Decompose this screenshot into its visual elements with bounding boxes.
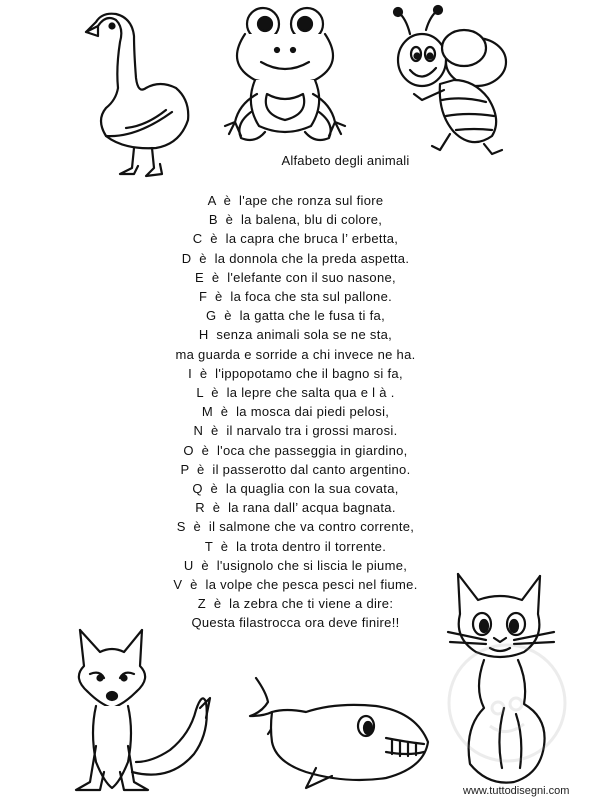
poem-line: T è la trota dentro il torrente. — [204, 538, 387, 554]
poem-line: U è l'usignolo che si liscia le piume, — [183, 557, 408, 573]
poem-line: Questa filastrocca ora deve finire!! — [191, 615, 400, 631]
poem-line: M è la mosca dai piedi pelosi, — [201, 404, 390, 420]
poem-line: D è la donnola che la preda aspetta. — [181, 250, 410, 266]
website-credit: www.tuttodisegni.com — [463, 785, 570, 797]
poem-line: I è l'ippopotamo che il bagno si fa, — [188, 365, 403, 381]
poem-line: Z è la zebra che ti viene a dire: — [197, 596, 394, 612]
watermark — [432, 628, 582, 778]
frog-illustration — [215, 4, 355, 154]
poem-line: G è la gatta che le fusa ti fa, — [206, 308, 385, 324]
poem-line: Q è la quaglia con la sua covata, — [192, 481, 399, 497]
poem-line: H senza animali sola se ne sta, — [198, 327, 393, 343]
poem-line: P è il passerotto dal canto argentino. — [180, 461, 411, 477]
poem-line: A è l'ape che ronza sul fiore — [207, 193, 384, 208]
poem-line: V è la volpe che pesca pesci nel fiume. — [173, 577, 418, 593]
poem-line: N è il narvalo tra i grossi marosi. — [193, 423, 398, 439]
poem-line: C è la capra che bruca l’ erbetta, — [192, 231, 399, 247]
poem-line: R è la rana dall’ acqua bagnata. — [195, 500, 396, 516]
poem-line: F è la foca che sta sul pallone. — [198, 289, 393, 305]
poem-line: B è la balena, blu di colore, — [208, 212, 383, 228]
poem-line: ma guarda e sorride a chi invece ne ha. — [175, 346, 416, 362]
poem-line: E è l'elefante con il suo nasone, — [195, 269, 396, 285]
poem-line: L è la lepre che salta qua e l à . — [196, 385, 395, 401]
bee-illustration — [388, 4, 518, 159]
whale-illustration — [246, 672, 436, 792]
poem-line: O è l'oca che passeggia in giardino, — [183, 442, 408, 458]
fox-illustration — [60, 622, 220, 802]
poem-title: Alfabeto degli animali — [281, 153, 410, 168]
poem-line: S è il salmone che va contro corrente, — [176, 519, 415, 535]
poem-body — [0, 191, 591, 633]
